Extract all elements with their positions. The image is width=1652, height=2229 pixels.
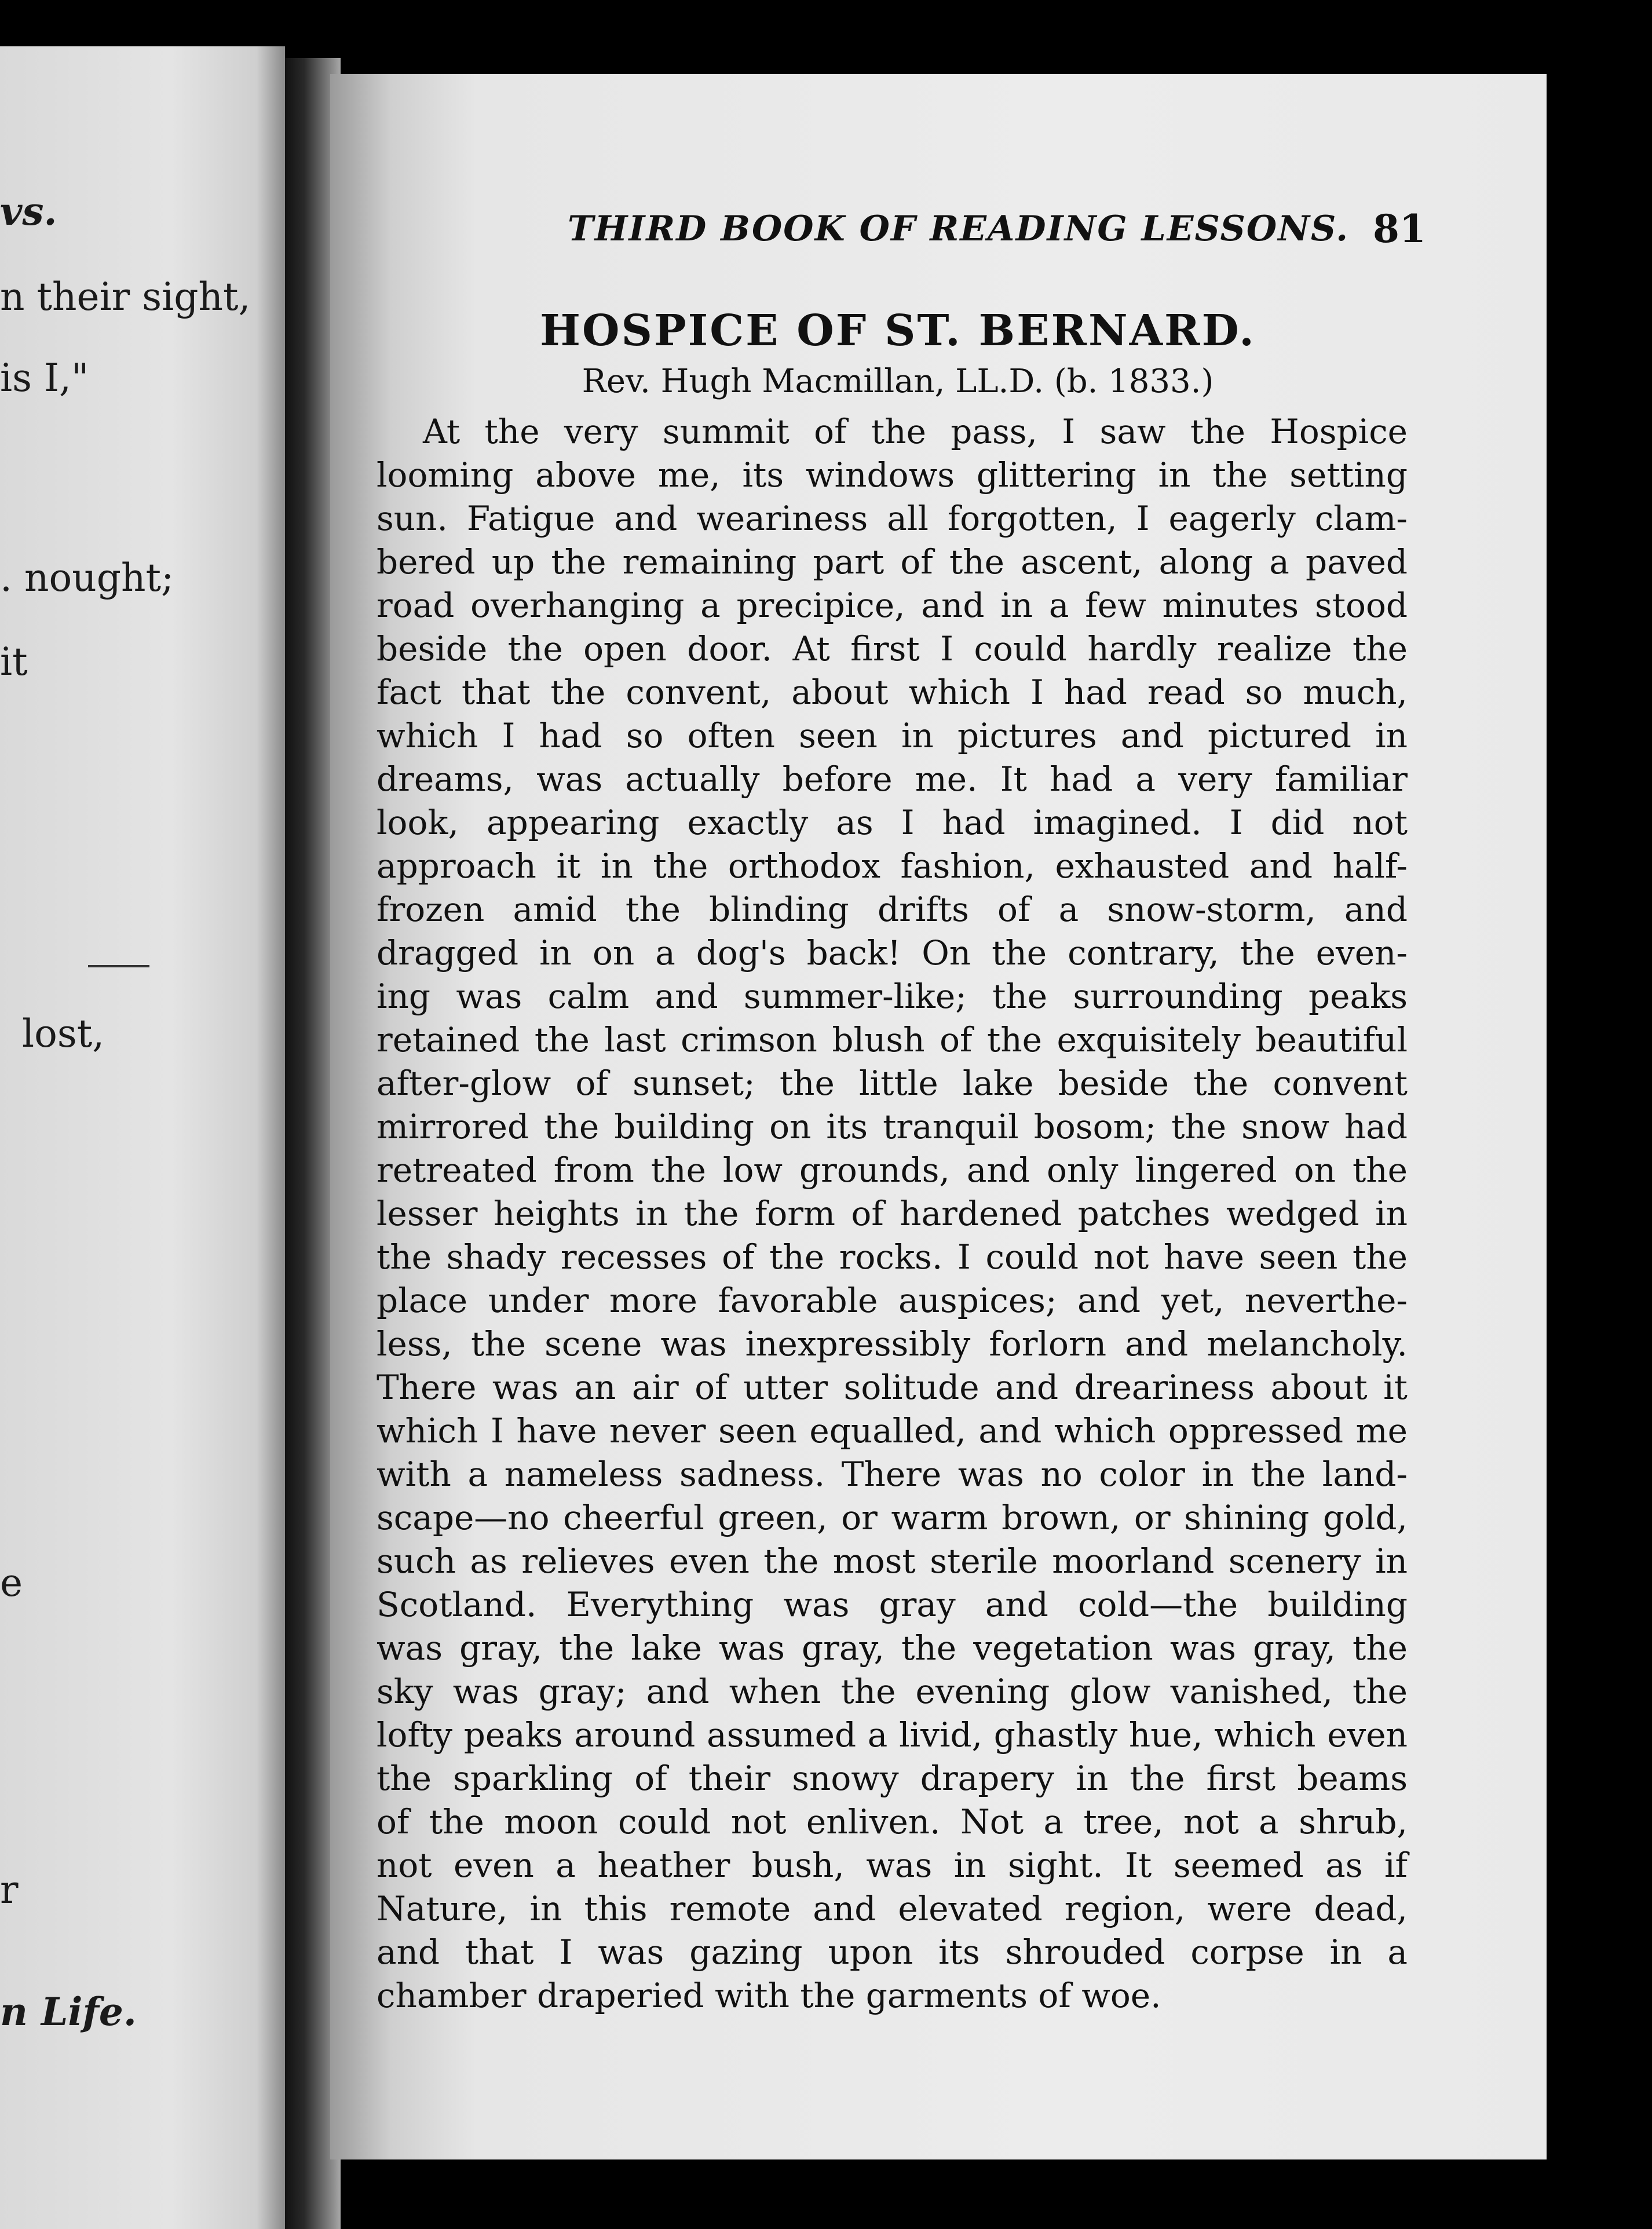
body-line: ing was calm and summer-like; the surrounding peaks bbox=[377, 977, 1408, 1016]
body-line: which I had so often seen in pictures and pictured in bbox=[377, 716, 1408, 755]
body-line: retreated from the low grounds, and only lingered on the bbox=[377, 1150, 1408, 1190]
body-line: mirrored the building on its tranquil bosom; the snow had bbox=[377, 1107, 1408, 1146]
body-line: was gray, the lake was gray, the vegetation was gray, the bbox=[377, 1628, 1408, 1668]
body-line: less, the scene was inexpressibly forlorn and melancholy. bbox=[377, 1324, 1408, 1364]
body-line: lesser heights in the form of hardened patches wedged in bbox=[377, 1194, 1408, 1233]
left-fragment: vs. bbox=[0, 189, 57, 234]
left-divider-rule bbox=[88, 965, 149, 967]
body-line: scape—no cheerful green, or warm brown, or shining gold, bbox=[377, 1498, 1408, 1537]
left-fragment: n their sight, bbox=[0, 275, 251, 319]
body-line: chamber draperied with the garments of woe. bbox=[377, 1976, 1161, 2015]
body-line: of the moon could not enliven. Not a tree, not a shrub, bbox=[377, 1802, 1408, 1841]
left-fragment: n Life. bbox=[0, 1989, 137, 2034]
body-line: road overhanging a precipice, and in a few minutes stood bbox=[377, 586, 1408, 625]
body-line: look, appearing exactly as I had imagined. I did not bbox=[377, 803, 1408, 842]
body-line: approach it in the orthodox fashion, exhausted and half- bbox=[377, 846, 1408, 886]
body-line: and that I was gazing upon its shrouded corpse in a bbox=[377, 1932, 1408, 1972]
body-line: place under more favorable auspices; and yet, neverthe- bbox=[377, 1281, 1408, 1320]
left-fragment: . nought; bbox=[0, 556, 174, 600]
body-line: beside the open door. At first I could hardly realize the bbox=[377, 629, 1408, 668]
lesson-title: HOSPICE OF ST. BERNARD. bbox=[540, 306, 1256, 356]
body-line: lofty peaks around assumed a livid, ghastly hue, which even bbox=[377, 1715, 1408, 1755]
body-line: Scotland. Everything was gray and cold—the building bbox=[377, 1585, 1408, 1624]
body-line: looming above me, its windows glittering in the setting bbox=[377, 455, 1408, 495]
body-line: with a nameless sadness. There was no color in the land- bbox=[377, 1455, 1408, 1494]
right-page bbox=[330, 74, 1547, 2159]
left-page-fragment bbox=[0, 46, 285, 2229]
author-byline: Rev. Hugh Macmillan, LL.D. (b. 1833.) bbox=[582, 363, 1214, 400]
body-line: There was an air of utter solitude and dreariness about it bbox=[377, 1368, 1408, 1407]
left-fragment: e bbox=[0, 1561, 23, 1605]
body-line: which I have never seen equalled, and which oppressed me bbox=[377, 1411, 1408, 1450]
left-fragment: r bbox=[0, 1868, 19, 1912]
left-fragment: it bbox=[0, 640, 28, 684]
body-line: sun. Fatigue and weariness all forgotten, I eagerly clam- bbox=[377, 499, 1408, 538]
running-head: THIRD BOOK OF READING LESSONS. bbox=[568, 209, 1350, 249]
body-text bbox=[377, 410, 1408, 2090]
left-fragment: is I," bbox=[0, 356, 89, 400]
body-line: not even a heather bush, was in sight. It seemed as if bbox=[377, 1846, 1408, 1885]
body-line: sky was gray; and when the evening glow vanished, the bbox=[377, 1672, 1408, 1711]
body-line: dragged in on a dog's back! On the contrary, the even- bbox=[377, 933, 1408, 973]
body-line: At the very summit of the pass, I saw the Hospice bbox=[423, 412, 1408, 451]
body-line: Nature, in this remote and elevated region, were dead, bbox=[377, 1889, 1408, 1928]
body-line: bered up the remaining part of the ascent, along a paved bbox=[377, 542, 1408, 582]
body-line: retained the last crimson blush of the exquisitely beautiful bbox=[377, 1020, 1408, 1059]
body-line: frozen amid the blinding drifts of a snow-storm, and bbox=[377, 890, 1408, 929]
page-number: 81 bbox=[1373, 206, 1426, 251]
body-line: dreams, was actually before me. It had a very familiar bbox=[377, 759, 1408, 799]
left-fragment: lost, bbox=[22, 1011, 105, 1056]
body-line: fact that the convent, about which I had read so much, bbox=[377, 673, 1408, 712]
body-line: such as relieves even the most sterile moorland scenery in bbox=[377, 1541, 1408, 1581]
body-line: the sparkling of their snowy drapery in the first beams bbox=[377, 1759, 1408, 1798]
body-line: the shady recesses of the rocks. I could not have seen the bbox=[377, 1237, 1408, 1277]
body-line: after-glow of sunset; the little lake beside the convent bbox=[377, 1064, 1408, 1103]
